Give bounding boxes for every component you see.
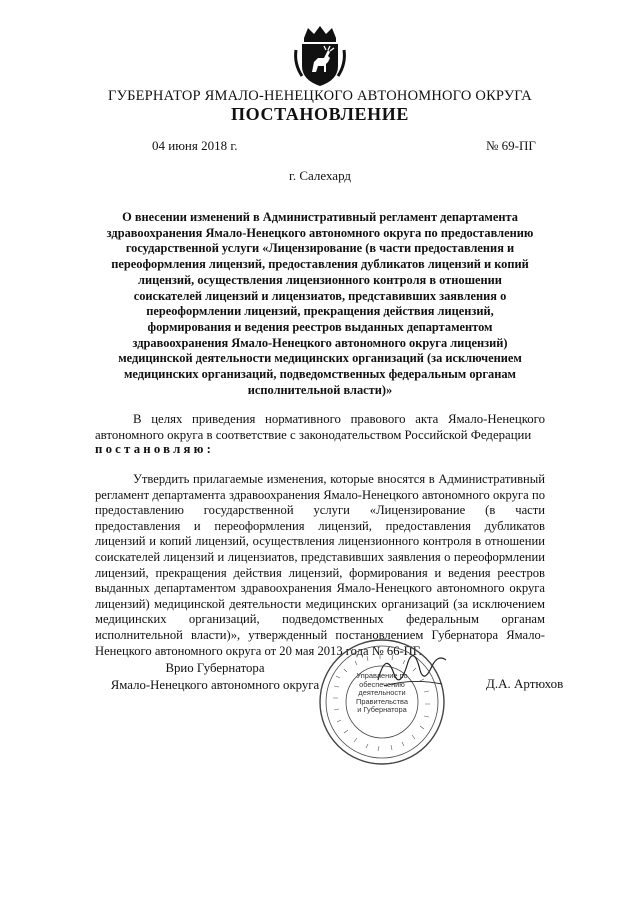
decree-heading: О внесении изменений в Административный регламент департамента здравоохранения Ямало-Ненецкого автономного округа по предоставлению государственной услуги «Лицензирование (в части предоставления и переоформления лицензий, предоставления дубликатов лицензий и копий лицензий, осуществления лицензионного контроля в отношении соискателей лицензий и лицензиатов, представивших заявления о переоформлении лицензий, прекращения действия лицензий, формирования и ведения реестров выданных департаментом здравоохранения Ямало-Ненецкого автономного округа лицензий) медицинской деятельности медицинских организаций (за исключением медицинских организаций, подведомственных федеральным органам исполнительной власти)»: [106, 210, 534, 397]
decree-date: 04 июня 2018 г.: [152, 138, 238, 153]
stamp-line4: Правительства: [356, 696, 408, 706]
decree-number: № 69-ПГ: [486, 138, 536, 153]
stamp-line1: Управление по: [356, 671, 408, 680]
governor-title: ГУБЕРНАТОР ЯМАЛО-НЕНЕЦКОГО АВТОНОМНОГО ОКРУГА: [108, 88, 532, 104]
signer-name: Д.А. Артюхов: [486, 676, 564, 691]
signer-title-line2: Ямало-Ненецкого автономного округа: [110, 678, 320, 692]
stamp-line5: и Губернатора: [357, 705, 407, 715]
signer-title: [95, 660, 335, 694]
coat-of-arms-icon: [290, 24, 350, 88]
decree-city: г. Салехард: [288, 168, 352, 183]
stamp-line2: обеспечению: [359, 679, 405, 689]
signer-title-line1: Врио Губернатора: [165, 661, 265, 675]
body-paragraph: Утвердить прилагаемые изменения, которые вносятся в Административный регламент департамента здравоохранения Ямало-Ненецкого автономного округа по предоставлению государственной услуги «Лицензирование (в части предоставления и переоформления лицензий, предоставления дубликатов лицензий и копий лицензий, осуществления лицензионного контроля в отношении соискателей лицензий и лицензиатов, представивших заявления о переоформлении лицензий, прекращения действия лицензий, формирования и ведения реестров выданных департаментом здравоохранения Ямало-Ненецкого автономного округа лицензий) медицинской деятельности медицинских организаций (за исключением медицинских организаций, подведомственных федеральным органам исполнительной власти)», утвержденный постановлением Губернатора Ямало-Ненецкого автономного округа от 20 мая 2013 года № 66-ПГ.: [95, 472, 545, 658]
stamp-line3: деятельности: [358, 688, 406, 698]
handwritten-signature-icon: [372, 640, 452, 700]
decree-title: ПОСТАНОВЛЕНИЕ: [231, 104, 409, 124]
resolve-word: постановляю:: [95, 442, 215, 456]
preamble-paragraph: В целях приведения нормативного правового акта Ямало-Ненецкого автономного округа в соответствие с законодательством Российской Федерации: [95, 412, 545, 442]
